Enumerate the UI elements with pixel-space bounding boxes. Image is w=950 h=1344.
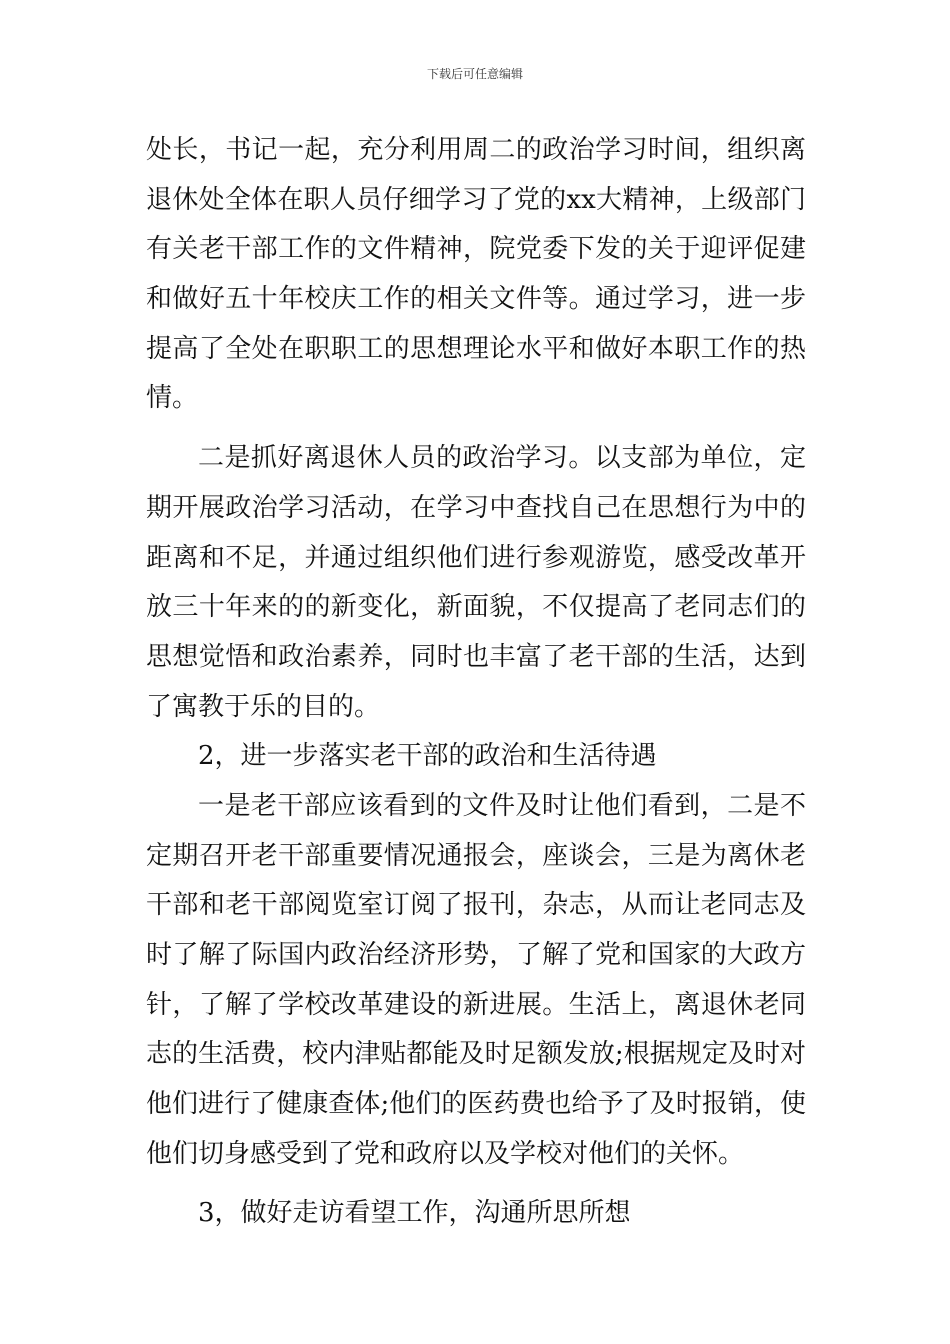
document-body	[146, 126, 806, 1239]
page-header: 下载后可任意编辑	[426, 67, 523, 81]
text-line: 思想觉悟和政治素养，同时也丰富了老干部的生活，达到	[146, 641, 806, 672]
text-line: 退休处全体在职人员仔细学习了党的xx大精神，上级部门	[146, 184, 806, 215]
text-line: 志的生活费，校内津贴都能及时足额发放;根据规定及时对	[146, 1039, 806, 1070]
text-line: 了寓教于乐的目的。	[146, 691, 381, 722]
text-line: 时了解了际国内政治经济形势，了解了党和国家的大政方	[146, 940, 806, 970]
text-line: 提高了全处在职职工的思想理论水平和做好本职工作的热	[146, 333, 806, 364]
paragraph-start: 一是老干部应该看到的文件及时让他们看到，二是不	[198, 790, 806, 821]
section-heading: 2，进一步落实老干部的政治和生活待遇	[198, 741, 657, 772]
text-line: 距离和不足，并通过组织他们进行参观游览，感受改革开	[146, 542, 806, 573]
text-line: 和做好五十年校庆工作的相关文件等。通过学习，进一步	[146, 284, 806, 315]
text-line: 针，了解了学校改革建设的新进展。生活上，离退休老同	[146, 989, 806, 1020]
text-line: 有关老干部工作的文件精神，院党委下发的关于迎评促建	[146, 234, 806, 265]
text-line: 情。	[146, 383, 199, 414]
text-line: 处长，书记一起，充分利用周二的政治学习时间，组织离	[146, 135, 806, 165]
text-line: 他们进行了健康查体;他们的医药费也给予了及时报销，使	[146, 1089, 806, 1120]
paragraph-start: 二是抓好离退休人员的政治学习。以支部为单位，定	[198, 443, 806, 474]
text-line: 放三十年来的的新变化，新面貌，不仅提高了老同志们的	[146, 592, 806, 623]
text-line: 定期召开老干部重要情况通报会，座谈会，三是为离休老	[146, 840, 806, 871]
section-heading: 3，做好走访看望工作，沟通所思所想	[198, 1198, 631, 1229]
text-line: 他们切身感受到了党和政府以及学校对他们的关怀。	[146, 1138, 745, 1169]
text-line: 期开展政治学习活动，在学习中查找自己在思想行为中的	[146, 492, 806, 523]
text-line: 干部和老干部阅览室订阅了报刊，杂志，从而让老同志及	[146, 890, 806, 921]
